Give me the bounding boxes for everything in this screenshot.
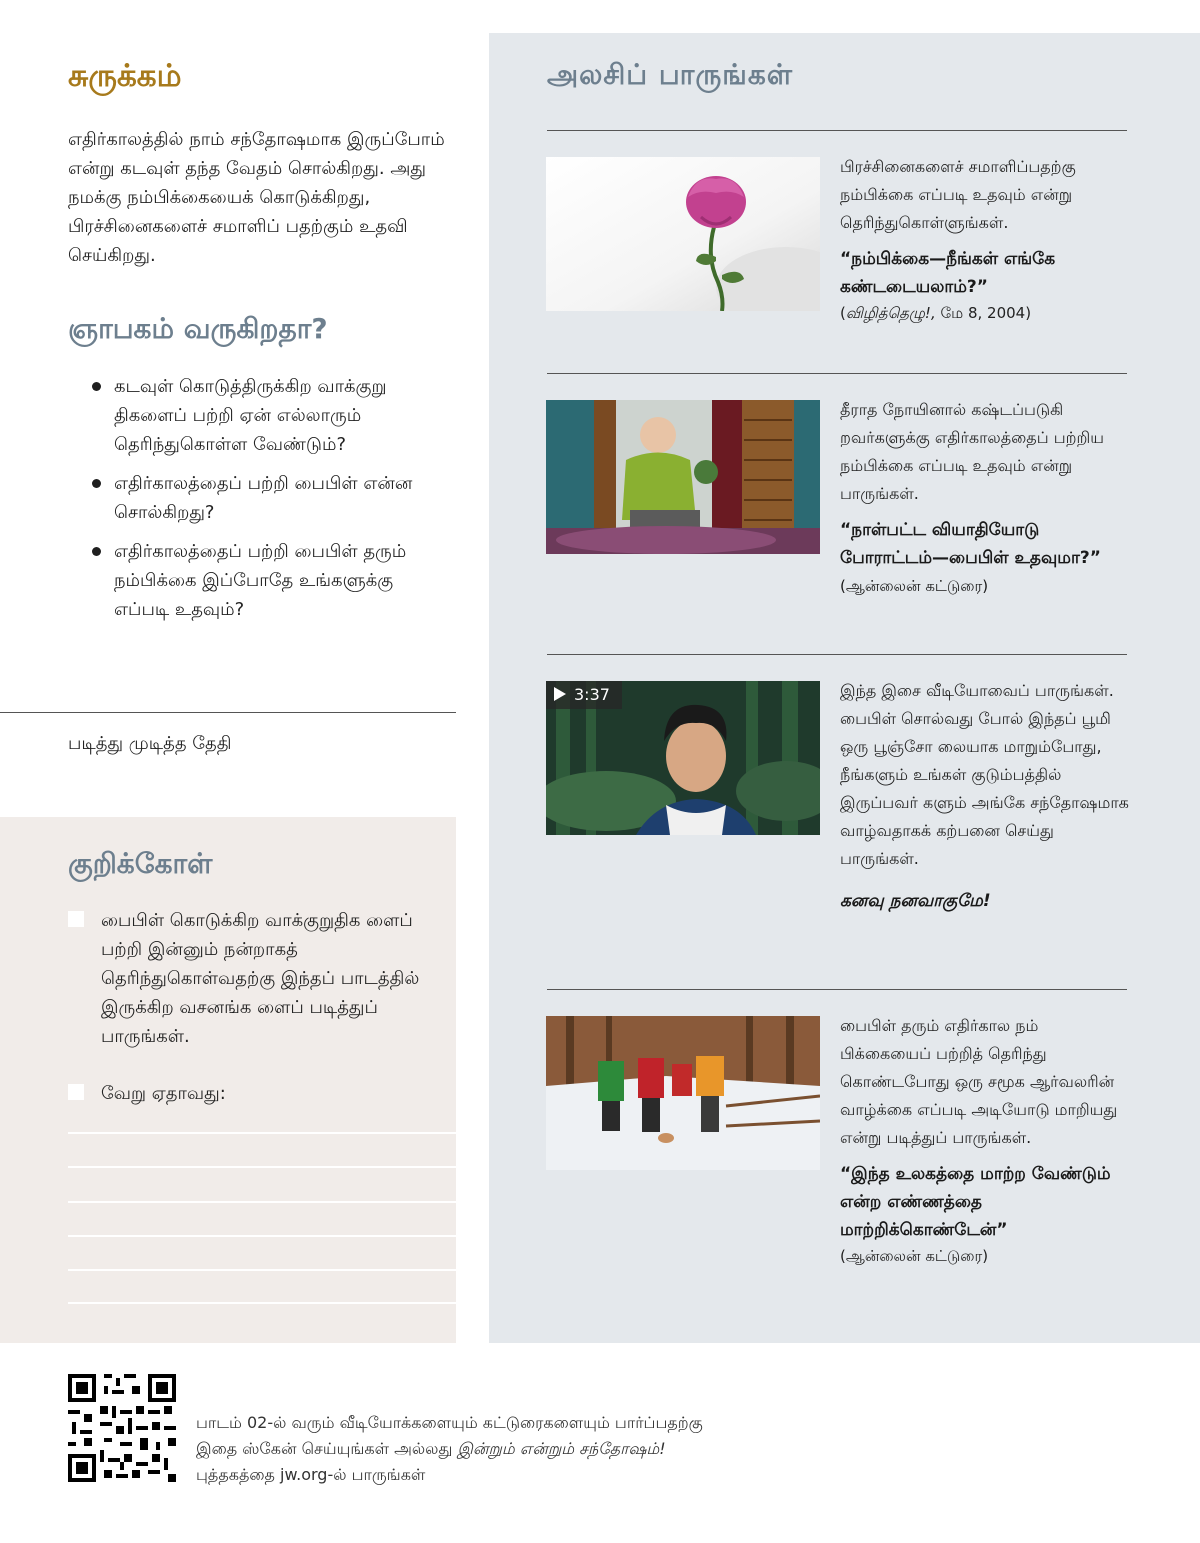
footer-text-start: பாடம் 02-ல் வரும் வீடியோக்களையும் கட்டுரைகளையும் பார்ப்பதற்கு இதை ஸ்கேன் செய்யுங்கள் அல்லது <box>196 1413 703 1458</box>
date-label: படித்து முடித்த தேதி <box>68 733 232 754</box>
divider <box>547 654 1127 655</box>
summary-title: சுருக்கம் <box>68 58 182 94</box>
item-source <box>840 301 1130 325</box>
list-item <box>92 372 442 459</box>
source-date: மே 8, 2004) <box>935 304 1032 322</box>
write-in-line[interactable] <box>68 1235 456 1237</box>
write-in-line[interactable] <box>68 1201 456 1203</box>
goal-text: வேறு ஏதாவது: <box>101 1083 226 1104</box>
write-in-line[interactable] <box>68 1269 456 1271</box>
item-source: (ஆன்லைன் கட்டுரை) <box>840 577 989 595</box>
write-in-line[interactable] <box>68 1166 456 1168</box>
remember-question: கடவுள் கொடுத்திருக்கிற வாக்குறு திகளைப் பற்றி ஏன் எல்லாரும் தெரிந்துகொள்ள வேண்டும்? <box>114 376 387 455</box>
item-description: இந்த இசை வீடியோவைப் பாருங்கள். பைபிள் சொல்வது போல் இந்தப் பூமி ஒரு பூஞ்சோ லையாக மாறும்போது, நீங்களும் உங்கள் குடும்பத்தில் இருப்பவர் களும் அங்கே சந்தோஷமாக வாழ்வதாகக் கற்பனை செய்து பாருங்கள். <box>840 681 1129 868</box>
footer-text <box>196 1410 716 1488</box>
left-column <box>0 0 456 1343</box>
source-prefix: ( <box>840 304 846 322</box>
list-item <box>92 537 442 624</box>
write-in-line[interactable] <box>68 1132 456 1134</box>
goal-box <box>0 817 456 1343</box>
item-description: பைபிள் தரும் எதிர்கால நம் பிக்கையைப் பற்றித் தெரிந்து கொண்டபோது ஒரு சமூக ஆர்வலரின் வாழ்க்கை எப்படி அடியோடு மாறியது என்று படித்துப் பாருங்கள். <box>840 1016 1118 1147</box>
bullet-icon <box>92 479 101 488</box>
divider <box>0 712 456 713</box>
explore-panel <box>489 33 1200 1343</box>
pink-flower-image[interactable] <box>546 157 820 311</box>
list-item <box>92 469 442 527</box>
remember-list <box>92 372 442 634</box>
explore-item-text <box>840 396 1130 600</box>
explore-item-text <box>840 1012 1130 1268</box>
book-title-link[interactable]: இன்றும் என்றும் சந்தோஷம்! <box>457 1439 666 1458</box>
remember-question: எதிர்காலத்தைப் பற்றி பைபிள் என்ன சொல்கிறது? <box>114 473 413 523</box>
divider <box>547 373 1127 374</box>
item-title-link[interactable] <box>840 516 1130 600</box>
bullet-icon <box>92 382 101 391</box>
goal-item <box>68 1079 428 1108</box>
item-title-link[interactable]: கனவு நனவாகுமே! <box>840 891 991 911</box>
video-duration: 3:37 <box>574 685 610 704</box>
music-video-thumbnail[interactable] <box>546 681 820 835</box>
item-title: “நாள்பட்ட வியாதியோடு போராட்டம்—பைபிள் உதவுமா?” <box>840 520 1101 568</box>
goal-item <box>68 906 428 1051</box>
bullet-icon <box>92 547 101 556</box>
item-description: தீராத நோயினால் கஷ்டப்படுகி றவர்களுக்கு எதிர்காலத்தைப் பற்றிய நம்பிக்கை எப்படி உதவும் என்று பாருங்கள். <box>840 400 1104 503</box>
man-in-wheelchair-image[interactable] <box>546 400 820 554</box>
qr-code-icon[interactable] <box>68 1374 176 1482</box>
goal-title: குறிக்கோள் <box>68 847 213 880</box>
explore-title: அலசிப் பாருங்கள் <box>547 58 793 91</box>
play-icon <box>554 687 566 701</box>
explore-item-text <box>840 677 1130 915</box>
divider <box>547 989 1127 990</box>
divider <box>547 130 1127 131</box>
source-publication: விழித்தெழு!, <box>845 304 936 322</box>
item-description: பிரச்சினைகளைச் சமாளிப்பதற்கு நம்பிக்கை எப்படி உதவும் என்று தெரிந்துகொள்ளுங்கள். <box>840 157 1076 232</box>
remember-question: எதிர்காலத்தைப் பற்றி பைபிள் தரும் நம்பிக்கை இப்போதே உங்களுக்கு எப்படி உதவும்? <box>114 541 407 620</box>
footer-text-end: புத்தகத்தை jw.org-ல் பாருங்கள் <box>196 1465 426 1484</box>
goal-text: பைபிள் கொடுக்கிற வாக்குறுதிக ளைப் பற்றி இன்னும் நன்றாகத் தெரிந்துகொள்வதற்கு இந்தப் பாடத்தில் இருக்கிற வசனங்க ளைப் படித்துப் பாருங்கள். <box>101 910 420 1047</box>
item-title-link[interactable]: “இந்த உலகத்தை மாற்ற வேண்டும் என்ற எண்ணத்தை மாற்றிக்கொண்டேன்” <box>840 1164 1111 1240</box>
remember-title: ஞாபகம் வருகிறதா? <box>68 312 328 345</box>
video-duration-badge[interactable] <box>546 681 622 709</box>
family-walking-snow-image[interactable] <box>546 1016 820 1170</box>
checkbox[interactable] <box>68 911 84 927</box>
item-source: (ஆன்லைன் கட்டுரை) <box>840 1247 989 1265</box>
write-in-line[interactable] <box>68 1302 456 1304</box>
summary-text: எதிர்காலத்தில் நாம் சந்தோஷமாக இருப்போம் என்று கடவுள் தந்த வேதம் சொல்கிறது. அது நமக்கு நம்பிக்கையைக் கொடுக்கிறது, பிரச்சினைகளைச் சமாளிப் பதற்கும் உதவி செய்கிறது. <box>68 129 445 266</box>
checkbox[interactable] <box>68 1084 84 1100</box>
item-title-link[interactable]: “நம்பிக்கை—நீங்கள் எங்கே கண்டடையலாம்?” <box>840 249 1056 297</box>
explore-item-text <box>840 153 1130 325</box>
